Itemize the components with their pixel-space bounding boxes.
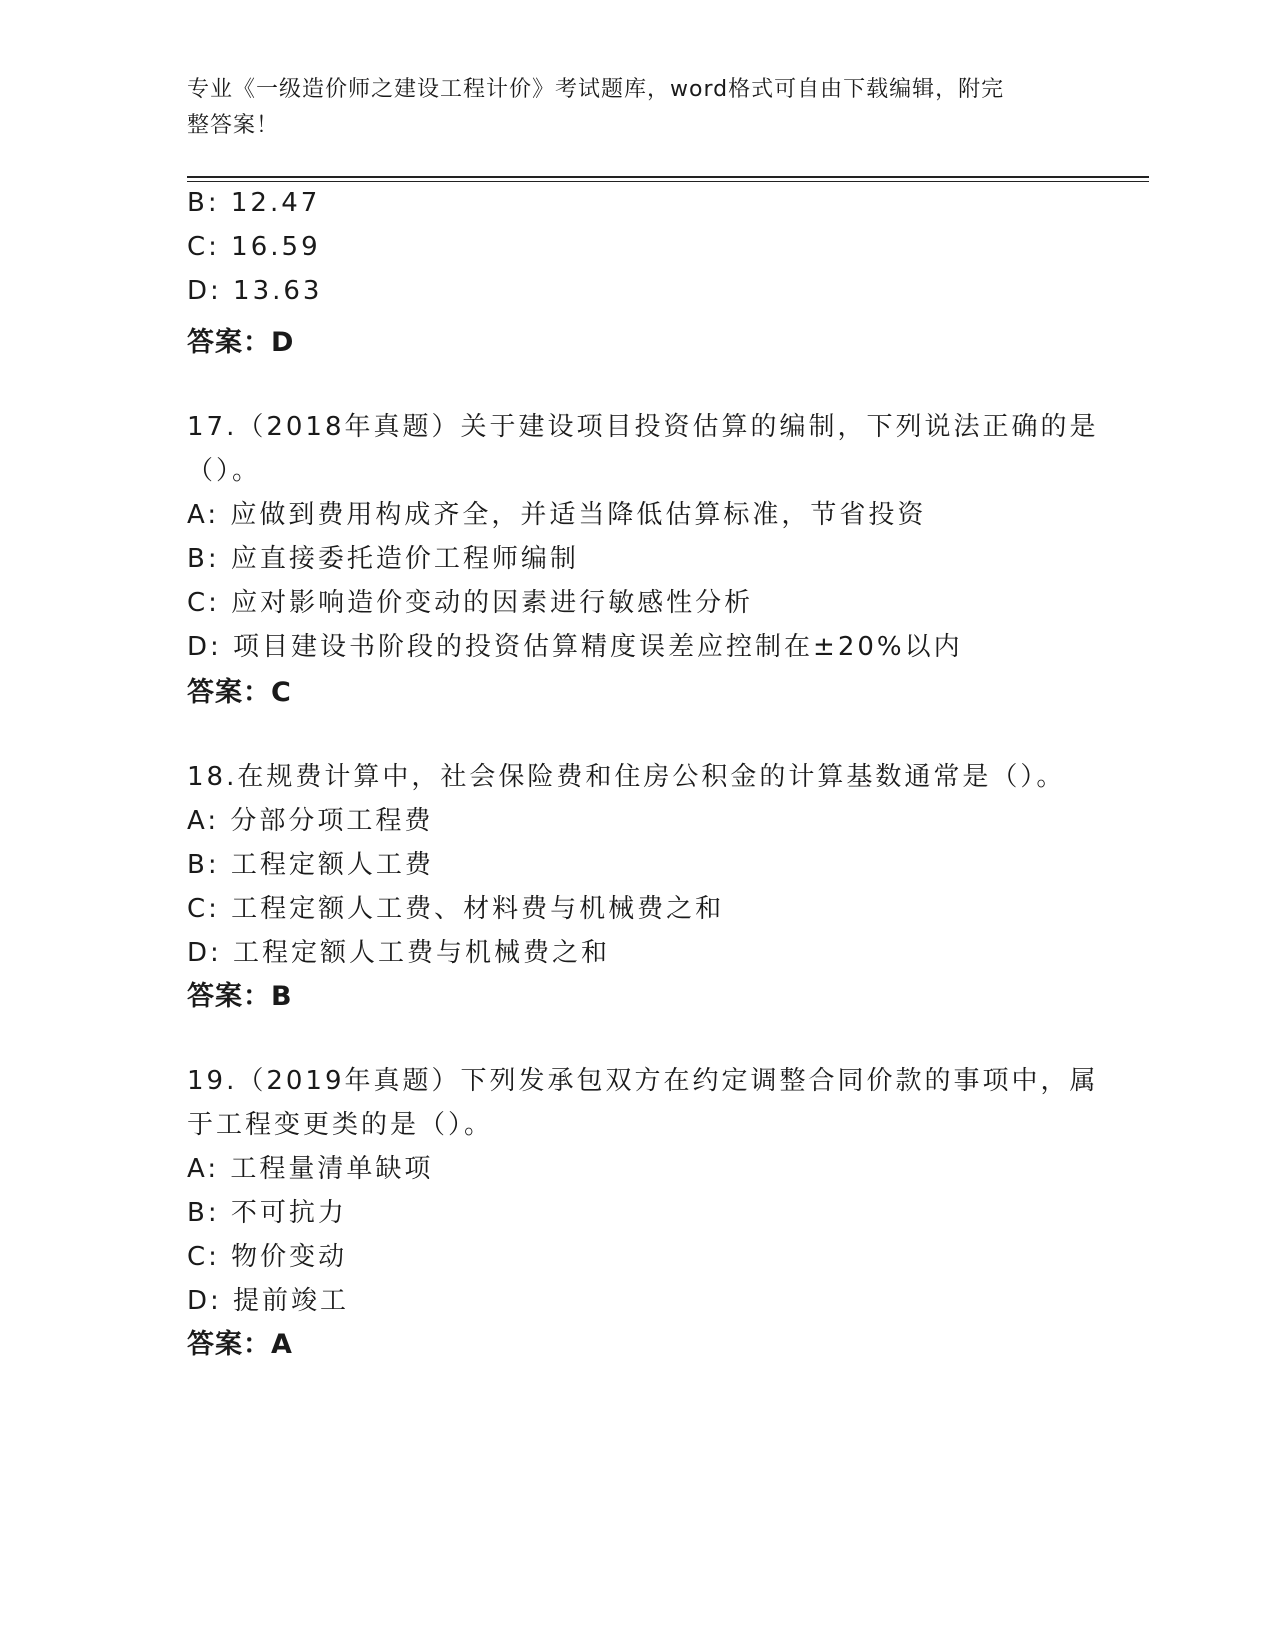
q17-stem-line-2: （）。 — [187, 456, 262, 486]
q17-option-d: D: 项目建设书阶段的投资估算精度误差应控制在±20%以内 — [187, 632, 963, 662]
header-line-1: 专业《一级造价师之建设工程计价》考试题库，word格式可自由下载编辑，附完 — [187, 77, 1005, 102]
q17-answer: 答案：C — [187, 677, 292, 708]
q18-stem-line-1: 18.在规费计算中，社会保险费和住房公积金的计算基数通常是（）。 — [187, 762, 1066, 792]
q17-option-a: A: 应做到费用构成齐全，并适当降低估算标准，节省投资 — [187, 500, 927, 530]
q18-option-d: D: 工程定额人工费与机械费之和 — [187, 938, 611, 968]
q19-option-c: C: 物价变动 — [187, 1242, 348, 1272]
header-divider-thin — [187, 181, 1149, 182]
page-header — [187, 72, 1067, 144]
header-divider-thick — [187, 176, 1149, 178]
q19-stem-line-2: 于工程变更类的是（）。 — [187, 1110, 494, 1140]
q16-option-b: B: 12.47 — [187, 188, 321, 218]
q16-answer: 答案：D — [187, 327, 295, 358]
q16-option-c: C: 16.59 — [187, 232, 321, 262]
q19-option-a: A: 工程量清单缺项 — [187, 1154, 434, 1184]
q17-option-c: C: 应对影响造价变动的因素进行敏感性分析 — [187, 588, 754, 618]
q18-option-b: B: 工程定额人工费 — [187, 850, 434, 880]
q17-stem-line-1: 17.（2018年真题）关于建设项目投资估算的编制，下列说法正确的是 — [187, 412, 1099, 442]
q19-option-b: B: 不可抗力 — [187, 1198, 347, 1228]
q19-stem-line-1: 19.（2019年真题）下列发承包双方在约定调整合同价款的事项中，属 — [187, 1066, 1099, 1096]
q18-option-c: C: 工程定额人工费、材料费与机械费之和 — [187, 894, 725, 924]
header-line-2: 整答案！ — [187, 113, 280, 138]
q18-answer: 答案：B — [187, 981, 293, 1012]
q17-option-b: B: 应直接委托造价工程师编制 — [187, 544, 579, 574]
q19-option-d: D: 提前竣工 — [187, 1286, 350, 1316]
q19-answer: 答案：A — [187, 1329, 293, 1360]
q16-option-d: D: 13.63 — [187, 276, 323, 306]
q18-option-a: A: 分部分项工程费 — [187, 806, 434, 836]
